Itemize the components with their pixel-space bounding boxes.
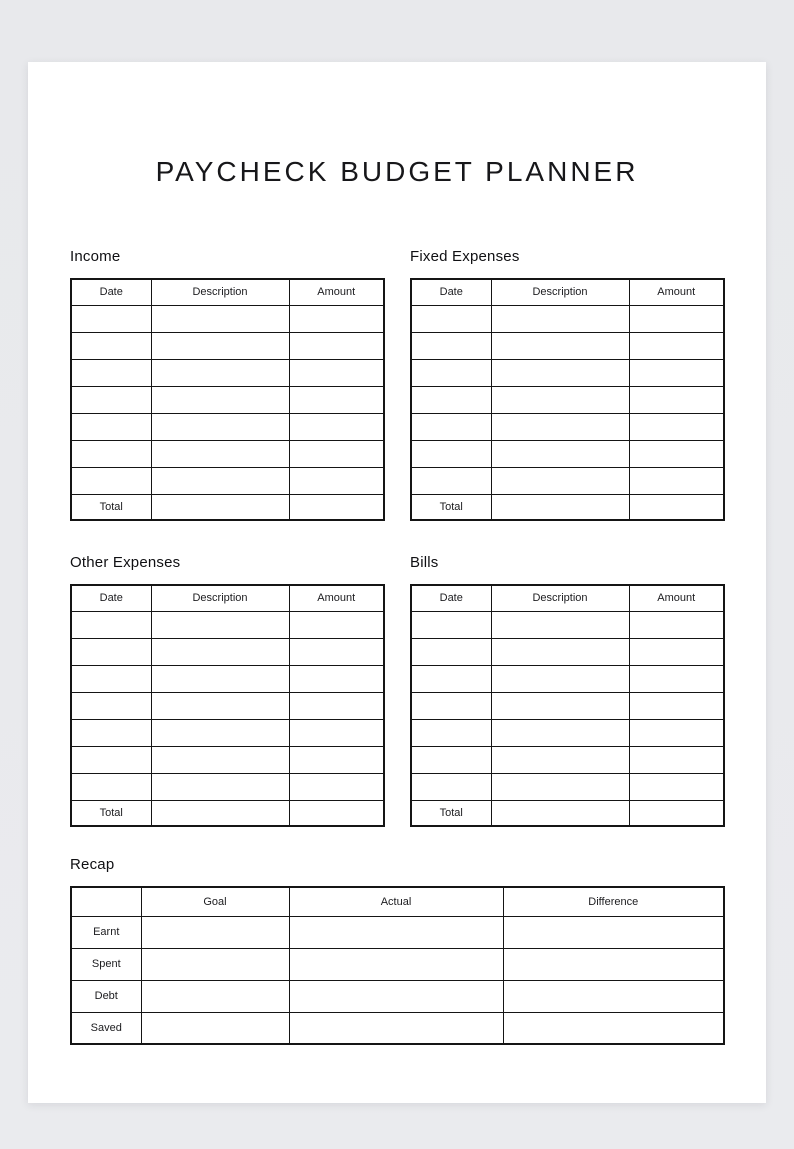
corner-cell <box>71 887 141 916</box>
empty-cell <box>151 638 289 665</box>
total-row <box>411 494 724 520</box>
bills-section <box>410 554 723 827</box>
empty-cell <box>289 305 384 332</box>
column-header-description: Description <box>491 585 629 611</box>
empty-row <box>71 665 384 692</box>
empty-row <box>71 413 384 440</box>
header-row <box>71 887 724 916</box>
empty-cell <box>491 692 629 719</box>
empty-cell <box>491 332 629 359</box>
empty-cell <box>629 800 724 826</box>
bills-table <box>410 584 725 827</box>
column-header-goal: Goal <box>141 887 289 916</box>
fixed-expenses-section <box>410 248 723 521</box>
header-row <box>411 585 724 611</box>
empty-row <box>71 719 384 746</box>
empty-row <box>71 773 384 800</box>
empty-cell <box>289 692 384 719</box>
empty-row <box>411 440 724 467</box>
empty-cell <box>411 332 491 359</box>
column-header-description: Description <box>151 279 289 305</box>
empty-row <box>411 665 724 692</box>
empty-row <box>411 638 724 665</box>
empty-cell <box>503 948 724 980</box>
empty-cell <box>411 746 491 773</box>
empty-cell <box>629 413 724 440</box>
empty-cell <box>151 413 289 440</box>
empty-cell <box>289 386 384 413</box>
empty-cell <box>151 494 289 520</box>
empty-cell <box>289 1012 503 1044</box>
empty-cell <box>289 773 384 800</box>
empty-row <box>71 440 384 467</box>
empty-cell <box>71 638 151 665</box>
empty-cell <box>629 359 724 386</box>
empty-cell <box>411 773 491 800</box>
column-header-amount: Amount <box>629 279 724 305</box>
empty-cell <box>411 305 491 332</box>
empty-cell <box>151 359 289 386</box>
other-expenses-section <box>70 554 383 827</box>
empty-cell <box>491 440 629 467</box>
empty-cell <box>629 611 724 638</box>
empty-cell <box>289 719 384 746</box>
empty-cell <box>491 386 629 413</box>
empty-row <box>411 359 724 386</box>
empty-cell <box>289 746 384 773</box>
total-row <box>411 800 724 826</box>
empty-cell <box>411 413 491 440</box>
empty-cell <box>71 746 151 773</box>
recap-row-debt <box>71 980 724 1012</box>
empty-row <box>71 305 384 332</box>
empty-row <box>71 611 384 638</box>
empty-cell <box>71 386 151 413</box>
empty-row <box>411 719 724 746</box>
column-header-description: Description <box>151 585 289 611</box>
empty-row <box>411 467 724 494</box>
empty-cell <box>151 773 289 800</box>
empty-cell <box>491 305 629 332</box>
empty-cell <box>71 413 151 440</box>
empty-cell <box>629 332 724 359</box>
empty-cell <box>629 746 724 773</box>
empty-cell <box>141 980 289 1012</box>
empty-cell <box>141 916 289 948</box>
empty-cell <box>411 719 491 746</box>
empty-cell <box>411 359 491 386</box>
empty-cell <box>71 611 151 638</box>
empty-cell <box>289 413 384 440</box>
empty-cell <box>151 746 289 773</box>
empty-cell <box>289 332 384 359</box>
empty-cell <box>289 638 384 665</box>
empty-row <box>71 467 384 494</box>
empty-cell <box>629 440 724 467</box>
empty-cell <box>151 467 289 494</box>
header-row <box>71 585 384 611</box>
empty-cell <box>629 494 724 520</box>
empty-cell <box>71 359 151 386</box>
column-header-description: Description <box>491 279 629 305</box>
empty-cell <box>503 980 724 1012</box>
empty-cell <box>71 665 151 692</box>
empty-cell <box>411 665 491 692</box>
empty-cell <box>491 719 629 746</box>
total-label: Total <box>71 494 151 520</box>
empty-cell <box>411 440 491 467</box>
empty-cell <box>71 332 151 359</box>
empty-cell <box>289 665 384 692</box>
empty-cell <box>491 359 629 386</box>
empty-cell <box>289 980 503 1012</box>
empty-cell <box>71 467 151 494</box>
recap-table <box>70 886 725 1045</box>
empty-cell <box>503 1012 724 1044</box>
empty-row <box>411 692 724 719</box>
empty-cell <box>289 467 384 494</box>
empty-cell <box>411 386 491 413</box>
empty-row <box>411 386 724 413</box>
column-header-actual: Actual <box>289 887 503 916</box>
empty-cell <box>411 611 491 638</box>
total-label: Total <box>71 800 151 826</box>
recap-section <box>70 856 723 1045</box>
total-row <box>71 494 384 520</box>
column-header-difference: Difference <box>503 887 724 916</box>
recap-row-label: Debt <box>71 980 141 1012</box>
income-section <box>70 248 383 521</box>
empty-cell <box>71 440 151 467</box>
empty-cell <box>491 773 629 800</box>
empty-cell <box>289 916 503 948</box>
recap-row-label: Saved <box>71 1012 141 1044</box>
empty-row <box>411 413 724 440</box>
empty-cell <box>151 692 289 719</box>
empty-cell <box>71 692 151 719</box>
empty-cell <box>629 638 724 665</box>
planner-sheet <box>28 62 766 1103</box>
empty-cell <box>491 800 629 826</box>
column-header-amount: Amount <box>629 585 724 611</box>
empty-cell <box>289 948 503 980</box>
empty-row <box>71 332 384 359</box>
fixed-expenses-heading: Fixed Expenses <box>410 248 520 265</box>
recap-row-label: Earnt <box>71 916 141 948</box>
column-header-date: Date <box>411 279 491 305</box>
empty-cell <box>289 359 384 386</box>
empty-cell <box>629 305 724 332</box>
total-label: Total <box>411 494 491 520</box>
empty-cell <box>491 611 629 638</box>
empty-cell <box>629 467 724 494</box>
recap-row-saved <box>71 1012 724 1044</box>
column-header-amount: Amount <box>289 279 384 305</box>
empty-cell <box>491 494 629 520</box>
empty-row <box>411 773 724 800</box>
empty-cell <box>411 692 491 719</box>
empty-cell <box>491 467 629 494</box>
empty-cell <box>151 719 289 746</box>
empty-cell <box>491 638 629 665</box>
empty-cell <box>151 305 289 332</box>
empty-row <box>71 359 384 386</box>
empty-cell <box>141 948 289 980</box>
bills-heading: Bills <box>410 554 439 571</box>
empty-cell <box>491 746 629 773</box>
empty-row <box>71 746 384 773</box>
empty-row <box>71 386 384 413</box>
empty-cell <box>141 1012 289 1044</box>
empty-cell <box>289 800 384 826</box>
empty-cell <box>289 440 384 467</box>
empty-cell <box>151 800 289 826</box>
empty-cell <box>71 305 151 332</box>
empty-cell <box>629 386 724 413</box>
empty-cell <box>411 467 491 494</box>
empty-cell <box>151 440 289 467</box>
empty-cell <box>71 719 151 746</box>
recap-row-earnt <box>71 916 724 948</box>
recap-heading: Recap <box>70 856 115 873</box>
empty-cell <box>629 665 724 692</box>
empty-cell <box>289 611 384 638</box>
total-row <box>71 800 384 826</box>
empty-cell <box>629 692 724 719</box>
empty-cell <box>71 773 151 800</box>
header-row <box>411 279 724 305</box>
empty-cell <box>151 611 289 638</box>
empty-cell <box>151 665 289 692</box>
empty-row <box>411 332 724 359</box>
column-header-date: Date <box>411 585 491 611</box>
other-expenses-table <box>70 584 385 827</box>
income-table <box>70 278 385 521</box>
empty-row <box>71 692 384 719</box>
empty-cell <box>289 494 384 520</box>
empty-cell <box>503 916 724 948</box>
income-heading: Income <box>70 248 121 265</box>
column-header-amount: Amount <box>289 585 384 611</box>
other-expenses-heading: Other Expenses <box>70 554 181 571</box>
empty-cell <box>629 773 724 800</box>
column-header-date: Date <box>71 585 151 611</box>
column-header-date: Date <box>71 279 151 305</box>
empty-row <box>71 638 384 665</box>
recap-row-label: Spent <box>71 948 141 980</box>
empty-cell <box>151 332 289 359</box>
header-row <box>71 279 384 305</box>
empty-cell <box>411 638 491 665</box>
page-title: PAYCHECK BUDGET PLANNER <box>155 156 639 187</box>
fixed-expenses-table <box>410 278 725 521</box>
empty-row <box>411 746 724 773</box>
empty-cell <box>491 665 629 692</box>
empty-cell <box>629 719 724 746</box>
empty-row <box>411 305 724 332</box>
empty-cell <box>151 386 289 413</box>
recap-row-spent <box>71 948 724 980</box>
empty-cell <box>491 413 629 440</box>
total-label: Total <box>411 800 491 826</box>
empty-row <box>411 611 724 638</box>
